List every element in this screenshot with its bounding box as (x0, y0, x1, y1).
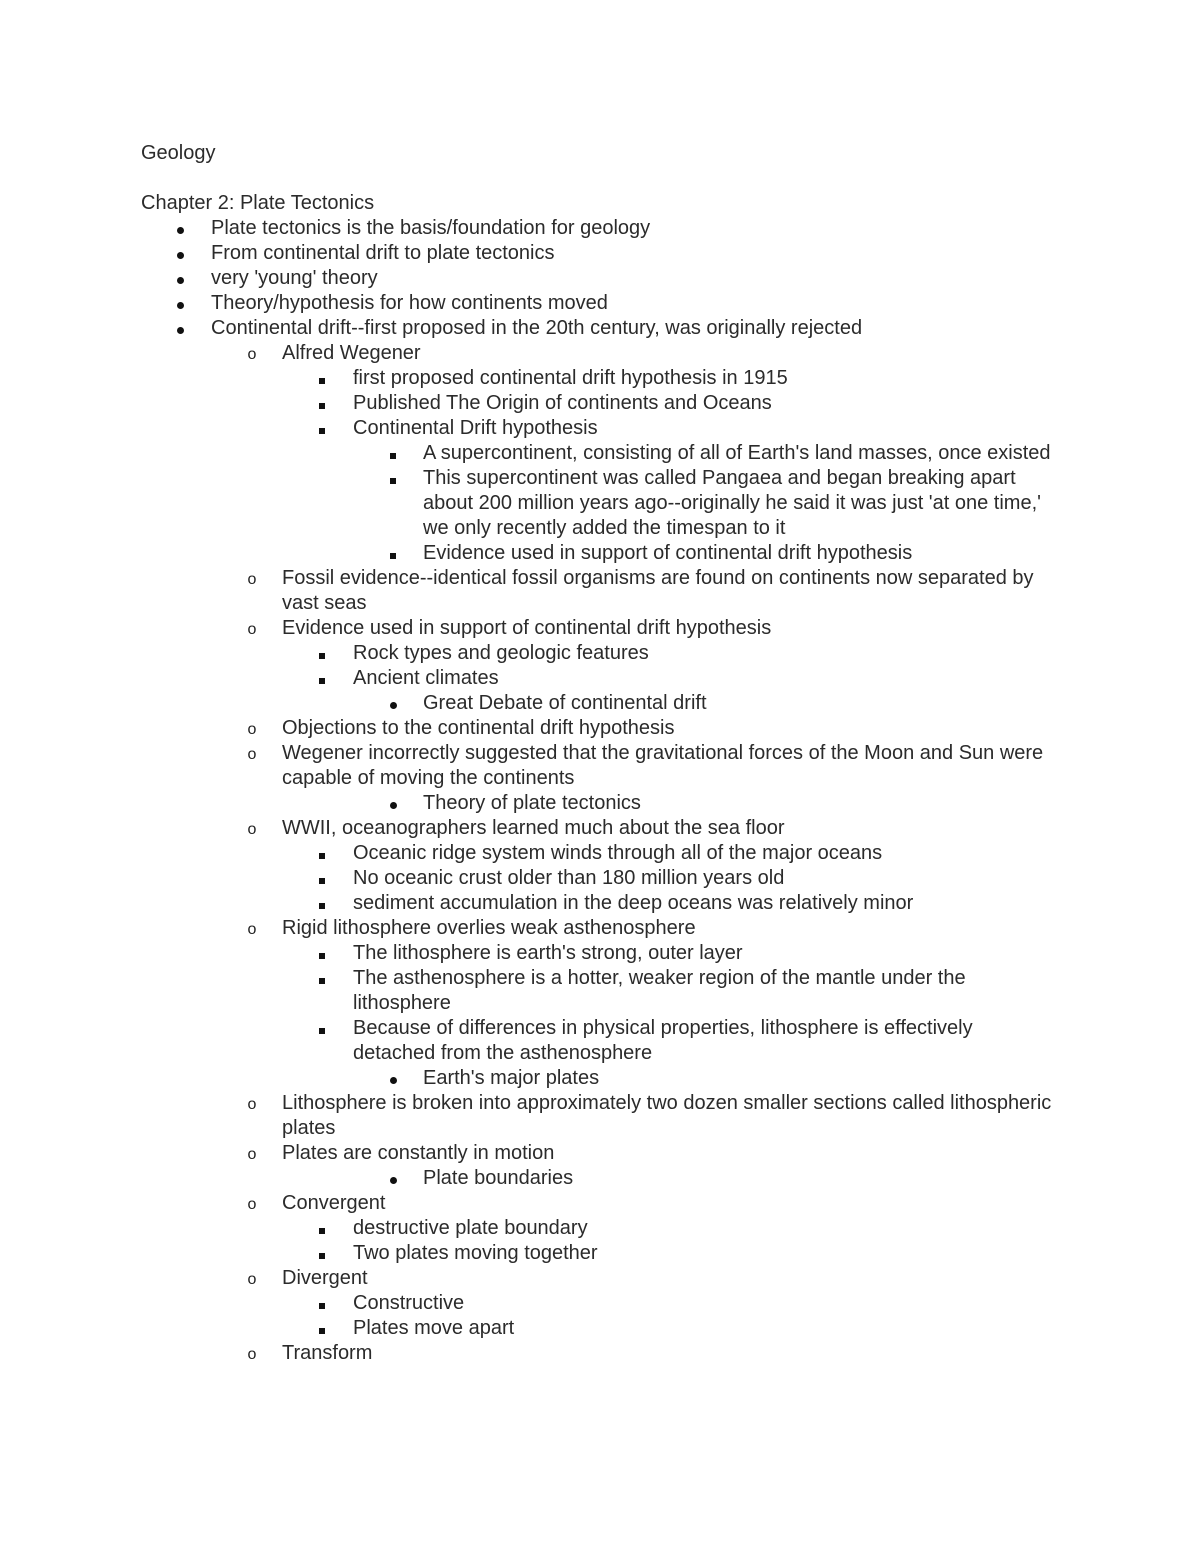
outline-item-text: Continental Drift hypothesis (353, 417, 598, 439)
outline-item (0, 1266, 1200, 1291)
square-bullet-icon (312, 666, 332, 691)
outline-item-text: Objections to the continental drift hypothesis (282, 717, 675, 739)
outline-item (0, 641, 1200, 666)
square-bullet-icon (312, 366, 332, 391)
outline-item-text: Convergent (282, 1192, 386, 1214)
outline-item (0, 391, 1200, 416)
outline-item (0, 1016, 1200, 1066)
outline-item (0, 1091, 1200, 1141)
outline-item-text: Plate tectonics is the basis/foundation for geology (211, 217, 651, 239)
outline-item-text: Constructive (353, 1292, 465, 1314)
square-bullet-icon (312, 866, 332, 891)
round-bullet-icon (383, 1066, 403, 1091)
outline-item-text: sediment accumulation in the deep oceans was relatively minor (353, 892, 914, 914)
outline-item-text: Great Debate of continental drift (423, 692, 707, 714)
square-bullet-icon (383, 441, 403, 466)
outline-item-text: Theory/hypothesis for how continents moved (211, 292, 608, 314)
hollow-circle-bullet-icon: o (247, 1271, 257, 1288)
outline-item (0, 1191, 1200, 1216)
outline-item (0, 241, 1200, 266)
square-bullet-icon (312, 966, 332, 991)
round-bullet-icon (170, 266, 190, 291)
hollow-circle-bullet-icon: o (247, 721, 257, 738)
outline-item (0, 1066, 1200, 1091)
outline-item-text: Evidence used in support of continental drift hypothesis (423, 542, 913, 564)
outline-item (0, 366, 1200, 391)
outline-item (0, 266, 1200, 291)
outline-item (0, 341, 1200, 366)
outline-item (0, 1241, 1200, 1266)
square-bullet-icon (312, 391, 332, 416)
outline-item-text: first proposed continental drift hypothesis in 1915 (353, 367, 788, 389)
outline-item-text: Plates move apart (353, 1317, 515, 1339)
round-bullet-icon (383, 1166, 403, 1191)
outline-item (0, 1216, 1200, 1241)
square-bullet-icon (312, 1291, 332, 1316)
outline-item (0, 616, 1200, 641)
hollow-circle-bullet-icon: o (247, 1096, 257, 1113)
document-title: Geology (141, 142, 216, 164)
square-bullet-icon (312, 1241, 332, 1266)
outline-item (0, 816, 1200, 841)
outline-item-text: The lithosphere is earth's strong, outer layer (353, 942, 743, 964)
square-bullet-icon (383, 541, 403, 566)
outline-item (0, 716, 1200, 741)
square-bullet-icon (312, 1216, 332, 1241)
outline-item-text: Because of differences in physical properties, lithosphere is effectively detached from the asthenosphere (353, 1017, 973, 1064)
square-bullet-icon (312, 416, 332, 441)
outline-item (0, 1316, 1200, 1341)
round-bullet-icon (170, 316, 190, 341)
outline-item (0, 441, 1200, 466)
outline-item-text: Published The Origin of continents and Oceans (353, 392, 772, 414)
outline-item-text: No oceanic crust older than 180 million years old (353, 867, 785, 889)
outline-item (0, 566, 1200, 616)
square-bullet-icon (312, 641, 332, 666)
square-bullet-icon (383, 466, 403, 491)
outline-item-text: Divergent (282, 1267, 368, 1289)
outline-item-text: Rock types and geologic features (353, 642, 649, 664)
round-bullet-icon (383, 691, 403, 716)
square-bullet-icon (312, 891, 332, 916)
outline-item-text: Plates are constantly in motion (282, 1142, 555, 1164)
outline-item (0, 741, 1200, 791)
outline-item-text: This supercontinent was called Pangaea and began breaking apart about 200 million years ago--originally he said it was just 'at one time,' we only recently added the timespan to it (423, 467, 1041, 539)
outline-item-text: The asthenosphere is a hotter, weaker region of the mantle under the lithosphere (353, 967, 966, 1014)
outline-item-text: Oceanic ridge system winds through all of the major oceans (353, 842, 883, 864)
outline-item-text: Rigid lithosphere overlies weak asthenosphere (282, 917, 696, 939)
square-bullet-icon (312, 1316, 332, 1341)
outline-item-text: very 'young' theory (211, 267, 378, 289)
square-bullet-icon (312, 841, 332, 866)
outline-item-text: Wegener incorrectly suggested that the gravitational forces of the Moon and Sun were capable of moving the continents (282, 742, 1044, 789)
outline-item (0, 1291, 1200, 1316)
hollow-circle-bullet-icon: o (247, 621, 257, 638)
outline-item (0, 1141, 1200, 1166)
outline-item-text: WWII, oceanographers learned much about the sea floor (282, 817, 785, 839)
outline-item-text: Alfred Wegener (282, 342, 421, 364)
round-bullet-icon (170, 241, 190, 266)
round-bullet-icon (170, 291, 190, 316)
outline-item (0, 666, 1200, 691)
outline-item (0, 866, 1200, 891)
outline-item (0, 916, 1200, 941)
hollow-circle-bullet-icon: o (247, 346, 257, 363)
chapter-heading: Chapter 2: Plate Tectonics (141, 192, 375, 214)
outline-item (0, 791, 1200, 816)
outline-item (0, 941, 1200, 966)
outline-item-text: A supercontinent, consisting of all of Earth's land masses, once existed (423, 442, 1051, 464)
outline-item-text: From continental drift to plate tectonics (211, 242, 555, 264)
outline-item (0, 466, 1200, 541)
round-bullet-icon (170, 216, 190, 241)
hollow-circle-bullet-icon: o (247, 921, 257, 938)
outline-item (0, 291, 1200, 316)
outline-item-text: Plate boundaries (423, 1167, 574, 1189)
outline-item (0, 966, 1200, 1016)
outline-item (0, 841, 1200, 866)
hollow-circle-bullet-icon: o (247, 1346, 257, 1363)
round-bullet-icon (383, 791, 403, 816)
outline-item (0, 416, 1200, 441)
outline-item-text: Two plates moving together (353, 1242, 598, 1264)
square-bullet-icon (312, 941, 332, 966)
outline-item-text: Continental drift--first proposed in the 20th century, was originally rejected (211, 317, 863, 339)
hollow-circle-bullet-icon: o (247, 1146, 257, 1163)
outline-item (0, 1166, 1200, 1191)
outline-item (0, 541, 1200, 566)
hollow-circle-bullet-icon: o (247, 1196, 257, 1213)
hollow-circle-bullet-icon: o (247, 746, 257, 763)
outline-item-text: Transform (282, 1342, 373, 1364)
outline-item (0, 316, 1200, 341)
outline-item (0, 891, 1200, 916)
outline-item-text: destructive plate boundary (353, 1217, 588, 1239)
outline-item (0, 1341, 1200, 1366)
hollow-circle-bullet-icon: o (247, 571, 257, 588)
hollow-circle-bullet-icon: o (247, 821, 257, 838)
outline-item (0, 691, 1200, 716)
outline-item-text: Fossil evidence--identical fossil organisms are found on continents now separated by vast seas (282, 567, 1034, 614)
square-bullet-icon (312, 1016, 332, 1041)
outline-item-text: Ancient climates (353, 667, 499, 689)
outline-item-text: Evidence used in support of continental drift hypothesis (282, 617, 772, 639)
outline-item (0, 216, 1200, 241)
outline-item-text: Theory of plate tectonics (423, 792, 641, 814)
notes-outline (0, 216, 1200, 1366)
outline-item-text: Lithosphere is broken into approximately two dozen smaller sections called lithospheric plates (282, 1092, 1052, 1139)
outline-item-text: Earth's major plates (423, 1067, 600, 1089)
